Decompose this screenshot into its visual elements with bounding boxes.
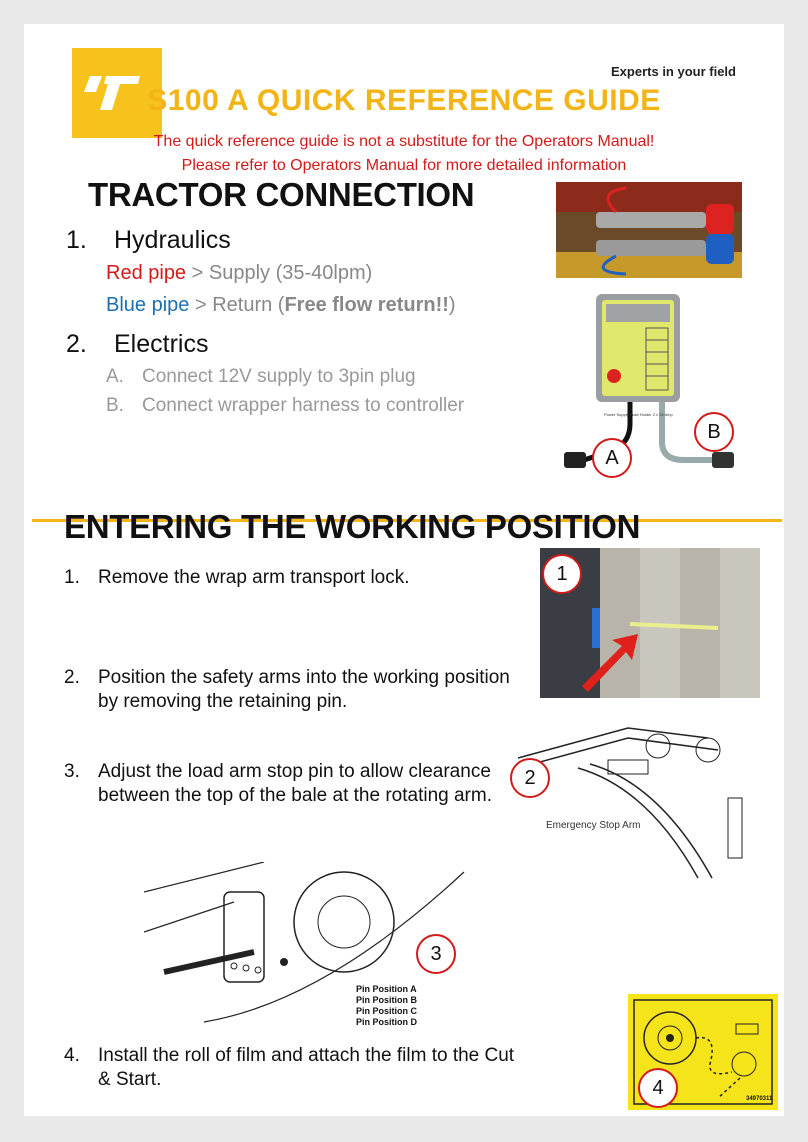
item-number: 1. bbox=[66, 226, 87, 254]
item-title-hydraulics: Hydraulics bbox=[114, 226, 231, 254]
item-title-electrics: Electrics bbox=[114, 330, 209, 358]
step-number: 2. bbox=[64, 667, 80, 688]
blue-pipe-label: Blue pipe bbox=[106, 294, 190, 316]
sub-item-a bbox=[106, 366, 416, 388]
tagline: Experts in your field bbox=[611, 64, 736, 79]
disclaimer bbox=[24, 130, 784, 178]
callout-b: B bbox=[694, 412, 734, 452]
red-pipe-desc: > Supply (35-40lpm) bbox=[186, 262, 373, 284]
free-flow-note: Free flow return!! bbox=[284, 294, 449, 316]
emergency-stop-label: Emergency Stop Arm bbox=[546, 820, 641, 831]
step-text: Install the roll of film and attach the film to the Cut & Start. bbox=[98, 1045, 515, 1090]
figure-label-2: 2 bbox=[510, 758, 550, 798]
blue-pipe-line bbox=[106, 294, 456, 317]
page-title: S100 A QUICK REFERENCE GUIDE bbox=[147, 84, 661, 117]
pin-position-d: Pin Position D bbox=[356, 1017, 418, 1027]
step-text: Remove the wrap arm transport lock. bbox=[98, 567, 410, 588]
sub-item-text: Connect wrapper harness to controller bbox=[142, 395, 465, 416]
sub-item-letter: B. bbox=[106, 395, 124, 416]
pin-position-b: Pin Position B bbox=[356, 995, 418, 1005]
step-number: 4. bbox=[64, 1045, 80, 1066]
sticker-code: 34970311 bbox=[746, 1096, 773, 1102]
sub-item-letter: A. bbox=[106, 366, 124, 387]
section-heading-working: ENTERING THE WORKING POSITION bbox=[64, 508, 641, 545]
blue-pipe-close: ) bbox=[448, 294, 456, 316]
figure-label-3: 3 bbox=[416, 934, 456, 974]
sub-item-text: Connect 12V supply to 3pin plug bbox=[142, 366, 416, 387]
step-number: 3. bbox=[64, 761, 80, 782]
pin-position-a: Pin Position A bbox=[356, 984, 417, 994]
section-heading-tractor: TRACTOR CONNECTION bbox=[88, 176, 475, 213]
page bbox=[24, 24, 784, 1116]
blue-pipe-desc: > Return ( bbox=[189, 294, 285, 316]
disclaimer-line-2: Please refer to Operators Manual for more detailed information bbox=[181, 157, 627, 174]
red-pipe-line bbox=[106, 262, 372, 285]
sub-item-b bbox=[106, 395, 464, 417]
step-number: 1. bbox=[64, 567, 80, 588]
step-text: Adjust the load arm stop pin to allow clearance between the top of the bale at the rotating arm. bbox=[98, 761, 492, 806]
red-pipe-label: Red pipe bbox=[106, 262, 187, 284]
step-text: Position the safety arms into the working position by removing the retaining pin. bbox=[98, 667, 510, 712]
disclaimer-line-1: The quick reference guide is not a substitute for the Operators Manual! bbox=[153, 133, 655, 150]
pin-position-c: Pin Position C bbox=[356, 1006, 418, 1016]
item-number: 2. bbox=[66, 330, 87, 358]
callout-a: A bbox=[592, 438, 632, 478]
figure-label-4: 4 bbox=[638, 1068, 678, 1108]
figure-label-1: 1 bbox=[542, 554, 582, 594]
emergency-stop-arm-image bbox=[508, 708, 756, 888]
power-supply-label: Power Supply Fuse Holder 2 x 15 Amp bbox=[604, 412, 673, 417]
hydraulic-couplings-image bbox=[556, 182, 742, 278]
